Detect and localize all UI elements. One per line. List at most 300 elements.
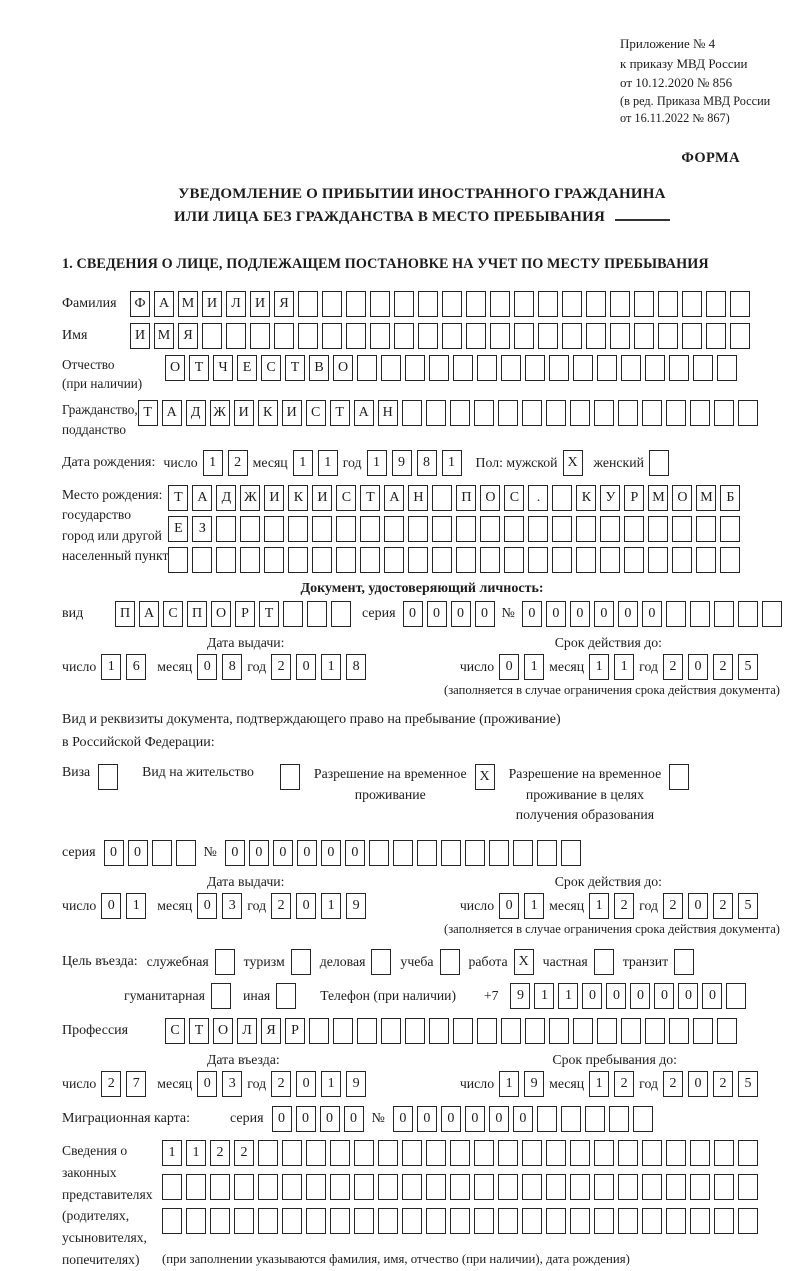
doc-issue-year-box: 1: [321, 654, 341, 680]
edu-residence-option: Разрешение на временное проживание в целях получения образования: [509, 764, 690, 826]
birthplace-box: А: [384, 485, 404, 511]
doc-issue-header: Дата выдачи:: [207, 634, 285, 650]
entry-year-box: 9: [346, 1071, 366, 1097]
patronymic-box: [525, 355, 545, 381]
month-label: месяц: [252, 454, 288, 470]
entry-year-box: 2: [271, 1071, 291, 1097]
visa-option: Виза: [62, 764, 118, 790]
migration-number-box: [561, 1106, 581, 1132]
residence-valid-day-box: 1: [524, 893, 544, 919]
birthplace-box: [336, 516, 356, 542]
surname-box: Л: [226, 291, 246, 317]
name-box: [586, 323, 606, 349]
doc-kind-box: [283, 601, 303, 627]
phone-box: 0: [702, 983, 722, 1009]
citizenship-box: [450, 400, 470, 426]
patronymic-box: [645, 355, 665, 381]
stay-year-box: 2: [713, 1071, 733, 1097]
phone-box: 0: [582, 983, 602, 1009]
citizenship-box: [666, 400, 686, 426]
profession-box: [453, 1018, 473, 1044]
representative-box: [210, 1174, 230, 1200]
representative-box: [498, 1140, 518, 1166]
patronymic-box: [405, 355, 425, 381]
representative-box: [522, 1174, 542, 1200]
profession-box: О: [213, 1018, 233, 1044]
representative-box: [666, 1140, 686, 1166]
birthplace-box: [528, 516, 548, 542]
residence-issue-day: [101, 893, 146, 919]
birthplace-box: [504, 516, 524, 542]
surname-box: Я: [274, 291, 294, 317]
migration-series-cells: [272, 1106, 364, 1132]
purpose-box: X: [514, 949, 534, 975]
residence-issue-month-box: 3: [222, 893, 242, 919]
representative-box: 2: [210, 1140, 230, 1166]
residence-issue-year-box: 9: [346, 893, 366, 919]
representative-box: [714, 1174, 734, 1200]
representative-box: [330, 1208, 350, 1234]
representative-box: [570, 1140, 590, 1166]
representative-box: [666, 1174, 686, 1200]
patronymic-box: Ч: [213, 355, 233, 381]
representative-box: [234, 1208, 254, 1234]
appendix-block: [620, 34, 782, 128]
name-box: [514, 323, 534, 349]
stay-year-box: 0: [688, 1071, 708, 1097]
doc-series-box: 0: [403, 601, 423, 627]
residence-issue-month-box: 0: [197, 893, 217, 919]
residence-issue-year-box: 1: [321, 893, 341, 919]
patronymic-cells: [165, 355, 737, 381]
purpose-option: транзит: [623, 949, 694, 975]
representative-box: [330, 1140, 350, 1166]
representative-box: [330, 1174, 350, 1200]
representative-box: [234, 1174, 254, 1200]
citizenship-box: Т: [330, 400, 350, 426]
identity-doc-header: Документ, удостоверяющий личность:: [300, 580, 544, 596]
doc-number-box: [714, 601, 734, 627]
stay-month-box: 1: [589, 1071, 609, 1097]
representative-box: [354, 1140, 374, 1166]
name-box: [418, 323, 438, 349]
migration-series-box: 0: [344, 1106, 364, 1132]
representative-box: [306, 1208, 326, 1234]
female-box: [649, 450, 669, 476]
profession-box: [309, 1018, 329, 1044]
representative-box: [162, 1174, 182, 1200]
name-box: [274, 323, 294, 349]
purpose-box: [276, 983, 296, 1009]
migration-series-box: 0: [272, 1106, 292, 1132]
birthplace-box: .: [528, 485, 548, 511]
migration-number-box: 0: [417, 1106, 437, 1132]
profession-box: [405, 1018, 425, 1044]
temp-residence-option: Разрешение на временное проживание X: [314, 764, 495, 805]
doc-number-box: 0: [594, 601, 614, 627]
birthplace-box: М: [648, 485, 668, 511]
doc-kind-box: Т: [259, 601, 279, 627]
doc-issue-day-box: 1: [101, 654, 121, 680]
doc-kind-box: П: [115, 601, 135, 627]
purpose-business-checkbox: [215, 949, 235, 975]
representative-box: [546, 1174, 566, 1200]
citizenship-box: [402, 400, 422, 426]
migration-number-box: 0: [489, 1106, 509, 1132]
citizenship-box: [714, 400, 734, 426]
representative-box: [210, 1208, 230, 1234]
title-underline: [615, 219, 670, 221]
residence-date-headers: [62, 874, 782, 890]
citizenship-box: [546, 400, 566, 426]
birth-year-cells: [367, 450, 462, 476]
birthplace-box: [648, 547, 668, 573]
representative-box: [690, 1208, 710, 1234]
residence-number-box: 0: [273, 840, 293, 866]
doc-series-box: 0: [451, 601, 471, 627]
doc-valid-month-box: 1: [614, 654, 634, 680]
birth-day-box: 2: [228, 450, 248, 476]
doc-valid-month-box: 1: [589, 654, 609, 680]
profession-box: С: [165, 1018, 185, 1044]
name-box: [730, 323, 750, 349]
representatives-row: [62, 1140, 782, 1271]
residence-issue-month: [197, 893, 242, 919]
surname-box: А: [154, 291, 174, 317]
residence-valid-year-box: 0: [688, 893, 708, 919]
residence-valid-year: [663, 893, 758, 919]
doc-issue-month-box: 8: [222, 654, 242, 680]
phone-label: Телефон (при наличии): [320, 988, 456, 1004]
birthplace-box: [168, 547, 188, 573]
doc-issue-year: [271, 654, 366, 680]
stay-day: [499, 1071, 544, 1097]
name-box: [370, 323, 390, 349]
residence-dates-row: число 0 1 месяц 0 3 год 2 0 1 9 число 0 1 месяц 1 2 год 2 0 2 5: [62, 893, 782, 919]
profession-cells: [165, 1018, 737, 1044]
visit-purpose-row: [62, 949, 782, 975]
representative-box: [546, 1208, 566, 1234]
representative-box: [594, 1174, 614, 1200]
visa-checkbox: [98, 764, 118, 790]
representative-box: [258, 1140, 278, 1166]
form-title: [62, 183, 782, 230]
birth-day-box: 1: [203, 450, 223, 476]
name-cells: [130, 323, 750, 349]
patronymic-box: Т: [189, 355, 209, 381]
representative-box: [714, 1208, 734, 1234]
representative-box: [378, 1208, 398, 1234]
profession-row: [62, 1018, 782, 1044]
purpose-box: [440, 949, 460, 975]
surname-box: [442, 291, 462, 317]
purpose-study-checkbox: [440, 949, 460, 975]
profession-box: [573, 1018, 593, 1044]
name-box: Я: [178, 323, 198, 349]
visit-purpose-label: Цель въезда:: [62, 954, 138, 970]
surname-box: [466, 291, 486, 317]
patronymic-box: [501, 355, 521, 381]
name-box: [658, 323, 678, 349]
surname-box: М: [178, 291, 198, 317]
representative-box: [570, 1174, 590, 1200]
residence-number-box: [561, 840, 581, 866]
birthplace-box: К: [288, 485, 308, 511]
birthplace-box: [264, 547, 284, 573]
stay-month-box: 2: [614, 1071, 634, 1097]
name-box: [346, 323, 366, 349]
representative-box: [450, 1208, 470, 1234]
birthplace-box: [552, 547, 572, 573]
citizenship-box: [426, 400, 446, 426]
doc-kind-box: Р: [235, 601, 255, 627]
profession-box: [501, 1018, 521, 1044]
patronymic-box: [477, 355, 497, 381]
representative-box: [306, 1174, 326, 1200]
representative-box: [642, 1174, 662, 1200]
visa-box: [98, 764, 118, 790]
representative-box: [666, 1208, 686, 1234]
purpose-other-checkbox: [276, 983, 296, 1009]
surname-box: [634, 291, 654, 317]
doc-valid-year-box: 2: [713, 654, 733, 680]
representative-box: [378, 1174, 398, 1200]
stay-year-box: 2: [663, 1071, 683, 1097]
citizenship-box: [474, 400, 494, 426]
migration-series-box: 0: [296, 1106, 316, 1132]
representatives-cells-row3: [162, 1208, 758, 1234]
purpose-option: частная: [543, 949, 614, 975]
representative-box: [618, 1174, 638, 1200]
representative-box: [282, 1174, 302, 1200]
birthplace-box: О: [672, 485, 692, 511]
doc-dates-row: число 1 6 месяц 0 8 год 2 0 1 8 число 0 1 месяц 1 1 год 2 0 2 5: [62, 654, 782, 680]
residence-number-cells: [225, 840, 581, 866]
birthplace-box: [576, 516, 596, 542]
stay-day-box: 1: [499, 1071, 519, 1097]
surname-box: И: [250, 291, 270, 317]
birthplace-box: И: [312, 485, 332, 511]
residence-series-cells: [104, 840, 196, 866]
purpose-box: [215, 949, 235, 975]
birthplace-box: Н: [408, 485, 428, 511]
stay-year: [663, 1071, 758, 1097]
doc-number-box: 0: [642, 601, 662, 627]
patronymic-box: [573, 355, 593, 381]
residence-doc-intro: Вид и реквизиты документа, подтверждающего право на пребывание (проживание) в Российской Федерации:: [62, 711, 561, 750]
representative-box: [642, 1140, 662, 1166]
edu-residence-checkbox: [669, 764, 689, 790]
representative-box: [306, 1140, 326, 1166]
birthplace-box: [672, 516, 692, 542]
representative-box: [258, 1174, 278, 1200]
purpose-box: [594, 949, 614, 975]
surname-box: [658, 291, 678, 317]
name-box: М: [154, 323, 174, 349]
doc-number-box: [690, 601, 710, 627]
patronymic-box: О: [165, 355, 185, 381]
entry-month-box: 0: [197, 1071, 217, 1097]
citizenship-box: [642, 400, 662, 426]
birthplace-box: [624, 547, 644, 573]
representative-box: [546, 1140, 566, 1166]
residence-issue-year-box: 0: [296, 893, 316, 919]
name-label: Имя: [62, 327, 88, 343]
patronymic-box: В: [309, 355, 329, 381]
birthplace-box: И: [264, 485, 284, 511]
phone-box: 1: [534, 983, 554, 1009]
representative-box: [450, 1174, 470, 1200]
purpose-tourism-checkbox: [291, 949, 311, 975]
birthplace-box: [192, 547, 212, 573]
patronymic-box: [357, 355, 377, 381]
residence-number-box: [513, 840, 533, 866]
name-box: [682, 323, 702, 349]
doc-valid-month: [589, 654, 634, 680]
representative-box: [426, 1208, 446, 1234]
representative-box: [402, 1140, 422, 1166]
representative-box: [354, 1208, 374, 1234]
purpose-work-checkbox: [514, 949, 534, 975]
profession-box: [477, 1018, 497, 1044]
citizenship-box: А: [162, 400, 182, 426]
doc-kind-box: П: [187, 601, 207, 627]
form-title-line2: ИЛИ ЛИЦА БЕЗ ГРАЖДАНСТВА В МЕСТО ПРЕБЫВАНИЯ: [174, 209, 605, 226]
residence-number-box: [537, 840, 557, 866]
birthplace-box: [528, 547, 548, 573]
surname-box: [346, 291, 366, 317]
birthplace-label: Место рождения: государство город или другой населенный пункт: [62, 486, 169, 564]
birth-month-cells: [293, 450, 338, 476]
entry-date-headers: [62, 1052, 782, 1068]
doc-valid-year-box: 0: [688, 654, 708, 680]
temp-residence-box: X: [475, 764, 495, 790]
birthplace-cells-row2: [168, 516, 740, 542]
purpose-option: иная: [243, 983, 296, 1009]
residence-number-label: №: [203, 845, 217, 861]
residence-number-box: 0: [249, 840, 269, 866]
citizenship-box: Ж: [210, 400, 230, 426]
doc-number-box: 0: [522, 601, 542, 627]
birthplace-box: [720, 516, 740, 542]
sex-label: Пол: мужской: [475, 454, 558, 470]
patronymic-box: Е: [237, 355, 257, 381]
purpose-box: [371, 949, 391, 975]
residence-issue-header: Дата выдачи:: [207, 874, 285, 890]
representative-box: [738, 1140, 758, 1166]
residence-number-box: [369, 840, 389, 866]
birth-year-box: 8: [417, 450, 437, 476]
representative-box: [402, 1208, 422, 1234]
migration-number-box: [609, 1106, 629, 1132]
birthplace-box: Д: [216, 485, 236, 511]
representative-box: [282, 1140, 302, 1166]
surname-box: Ф: [130, 291, 150, 317]
profession-label: Профессия: [62, 1023, 129, 1039]
edition-line: (в ред. Приказа МВД России: [620, 93, 771, 108]
name-box: [226, 323, 246, 349]
residence-validity-note: (заполняется в случае ограничения срока действия документа): [444, 922, 780, 937]
doc-issue-month: [197, 654, 242, 680]
birthplace-box: [408, 547, 428, 573]
profession-box: Я: [261, 1018, 281, 1044]
residence-number-box: [441, 840, 461, 866]
representative-box: [642, 1208, 662, 1234]
migration-number-box: [537, 1106, 557, 1132]
profession-box: [669, 1018, 689, 1044]
doc-validity-note: (заполняется в случае ограничения срока действия документа): [444, 682, 780, 697]
section1-title: 1. СВЕДЕНИЯ О ЛИЦЕ, ПОДЛЕЖАЩЕМ ПОСТАНОВКЕ НА УЧЕТ ПО МЕСТУ ПРЕБЫВАНИЯ: [62, 255, 709, 272]
residence-number-box: 0: [321, 840, 341, 866]
residence-issue-day-box: 0: [101, 893, 121, 919]
birthplace-box: [216, 516, 236, 542]
birthplace-box: [648, 516, 668, 542]
birthplace-box: [408, 516, 428, 542]
temp-residence-checkbox: [475, 764, 495, 790]
birthplace-box: Р: [624, 485, 644, 511]
birthplace-box: [600, 547, 620, 573]
edition-line: от 16.11.2022 № 867): [620, 111, 730, 126]
representative-box: [570, 1208, 590, 1234]
representative-box: [714, 1140, 734, 1166]
representative-box: [498, 1208, 518, 1234]
doc-number-box: 0: [546, 601, 566, 627]
doc-number-box: 0: [570, 601, 590, 627]
profession-box: [597, 1018, 617, 1044]
representative-box: [402, 1174, 422, 1200]
representative-box: [162, 1208, 182, 1234]
patronymic-box: [429, 355, 449, 381]
representative-box: 1: [162, 1140, 182, 1166]
name-box: [322, 323, 342, 349]
surname-box: [394, 291, 414, 317]
phone-box: 1: [558, 983, 578, 1009]
doc-kind-box: [331, 601, 351, 627]
doc-issue-day: [101, 654, 146, 680]
residence-valid-year-box: 2: [663, 893, 683, 919]
residence-number-box: 0: [297, 840, 317, 866]
citizenship-box: А: [354, 400, 374, 426]
purpose-option: учеба: [400, 949, 459, 975]
name-box: И: [130, 323, 150, 349]
form-title-line1: УВЕДОМЛЕНИЕ О ПРИБЫТИИ ИНОСТРАННОГО ГРАЖДАНИНА: [178, 186, 666, 203]
stay-until-header: Срок пребывания до:: [552, 1052, 677, 1068]
residence-permit-box: [280, 764, 300, 790]
migration-number-box: 0: [393, 1106, 413, 1132]
patronymic-label: Отчество (при наличии): [62, 356, 143, 392]
phone-box: 0: [630, 983, 650, 1009]
birthplace-box: [480, 547, 500, 573]
doc-series-box: 0: [427, 601, 447, 627]
doc-kind-box: С: [163, 601, 183, 627]
identity-doc-row: [62, 601, 782, 627]
doc-issue-day-box: 6: [126, 654, 146, 680]
birthplace-box: [360, 516, 380, 542]
birthplace-box: [720, 547, 740, 573]
purpose-option: работа X: [469, 949, 534, 975]
birthdate-label: Дата рождения:: [62, 454, 156, 470]
birthplace-box: А: [192, 485, 212, 511]
birthplace-box: [624, 516, 644, 542]
residence-permit-checkbox: [280, 764, 300, 790]
birthplace-box: [600, 516, 620, 542]
purpose-transit-checkbox: [674, 949, 694, 975]
purpose-option: служебная: [147, 949, 235, 975]
patronymic-box: [717, 355, 737, 381]
birthplace-box: [240, 516, 260, 542]
birthplace-box: [216, 547, 236, 573]
doc-number-box: [738, 601, 758, 627]
